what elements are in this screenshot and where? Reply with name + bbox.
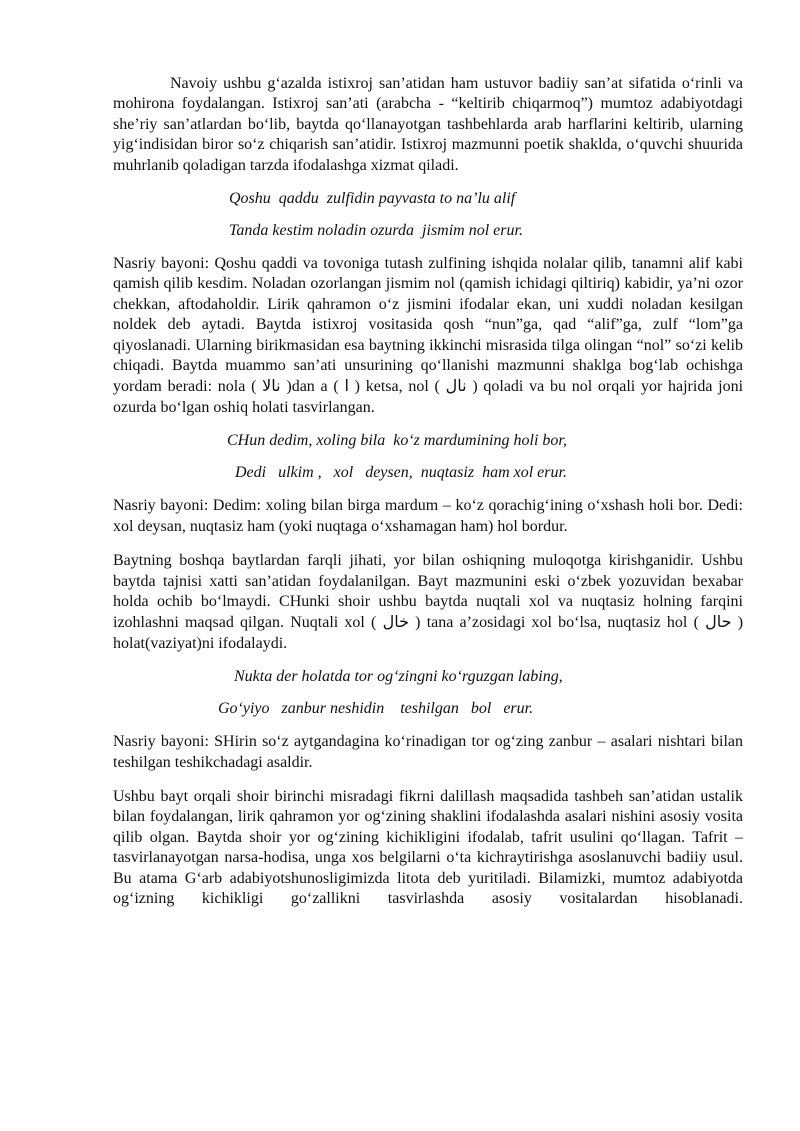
document-page xyxy=(113,74,743,909)
prose-paraphrase-1 xyxy=(113,254,743,418)
arabic-alif: ا xyxy=(344,376,349,396)
analysis-text-b: ) tana a’zosidagi xol bo‘lsa, nuqtasiz hol ( xyxy=(415,614,699,632)
arabic-xol: خال xyxy=(382,612,409,632)
closing-paragraph: Ushbu bayt orqali shoir birinchi misradagi fikrni dalillash maqsadida tashbeh san’atidan ustalik bilan foydalangan, lirik qahramon yor og‘zining shaklini ifodalashda asalari nishini asosiy vosita qilib olgan. Baytda shoir yor og‘zining kichikligini ifodalab, tafrit usulini qo‘llagan. Tafrit – tasvirlanayotgan narsa-hodisa, unga xos belgilarni o‘ta kichraytirishga asoslanuvchi badiiy usul. Bu atama G‘arb adabiyotshunosligimizda litota deb yuritiladi. Bilamizki, mumtoz adabiyotda og‘izning kichikligi go‘zallikni tasvirlashda asosiy vositalardan hisoblanadi. xyxy=(113,787,743,907)
prose-1-text-a: Nasriy bayoni: Qoshu qaddi va tovoniga tutash zulfining ishqida nolalar qilib, tanamni alif kabi qamish qilib kesdim. Noladan ozorlangan jismim nol (qamish ichidagi qiltiriq) kabidir, ya’ni ozor chekkan, aftodaholdir. Lirik qahramon o‘z jismini ifodalar ekan, uni xuddi noladan kesilgan noldek deb aytadi. Baytda istixroj vositasida qosh “nun”ga, qad “alif”ga, zulf “lom”ga qiyoslanadi. Ularning birikmasidan esa baytning ikkinchi misrasida tilga olingan “nol” so‘zi kelib chiqadi. Baytda muammo san’ati unsurining qo‘llanishi mazmunni shaklga bog‘lab ochishga yordam beradi: nola ( xyxy=(113,255,743,396)
verse-line-1: Qoshu qaddu zulfidin payvasta to na’lu alif xyxy=(229,190,516,208)
verse-line-5: Nukta der holatda tor og‘zingni ko‘rguzgan labing, xyxy=(234,668,563,686)
prose-1-text-c: ) ketsa, nol ( xyxy=(354,378,440,396)
prose-1-text-b: )dan a ( xyxy=(286,378,339,396)
analysis-text-a: Baytning boshqa baytlardan farqli jihati, yor bilan oshiqning muloqotga kirishganidir. Ushbu baytda tajnisi xatti san’atidan foydalanilgan. Bayt mazmunini eski o‘zbek yozuvidan bexabar holda ochib bo‘lmaydi. CHunki shoir ushbu baytda nuqtali xol va nuqtasiz holning farqini izohlashni maqsad qilgan. Nuqtali xol ( xyxy=(113,552,743,632)
verse-line-6: Go‘yiyo zanbur neshidin teshilgan bol erur. xyxy=(218,700,534,718)
prose-1-text-d: ) qoladi va bu nol orqali yor hajrida joni ozurda bo‘lgan oshiq holati tasvirlangan. xyxy=(113,378,744,416)
arabic-nol: نال xyxy=(445,376,467,396)
intro-paragraph: Navoiy ushbu g‘azalda istixroj san’atidan ham ustuvor badiiy san’at sifatida o‘rinli va mohirona foydalangan. Istixroj san’ati (arabcha - “keltirib chiqarmoq”) mumtoz adabiyotdagi she’riy san’atlardan bo‘lib, baytda qo‘llanayotgan tashbehlarda arab harflarini keltirib, ularning yig‘indisidan biror so‘z chiqarish san’atidir. Istixroj mazmunni poetik shaklda, o‘quvchi shuurida muhrlanib qoladigan tarzda ifodalashga xizmat qiladi. xyxy=(113,75,743,174)
arabic-hol: حال xyxy=(705,612,732,632)
prose-paraphrase-2: Nasriy bayoni: Dedim: xoling bilan birga mardum – ko‘z qorachig‘ining o‘xshash holi bor. Dedi: xol deysan, nuqtasiz ham (yoki nuqtaga o‘xshamagan ham) hol bordur. xyxy=(113,497,743,535)
verse-line-4: Dedi ulkim , xol deysen, nuqtasiz ham xol erur. xyxy=(235,464,567,482)
analysis-paragraph xyxy=(113,551,743,654)
prose-paraphrase-3: Nasriy bayoni: SHirin so‘z aytgandagina ko‘rinadigan tor og‘zing zanbur – asalari nishtari bilan teshilgan teshikchadagi asaldir. xyxy=(113,733,743,771)
verse-line-3: CHun dedim, xoling bila ko‘z mardumining holi bor, xyxy=(227,432,567,450)
verse-line-2: Tanda kestim noladin ozurda jismim nol erur. xyxy=(229,222,523,240)
analysis-text-c: ) holat(vaziyat)ni ifodalaydi. xyxy=(113,614,744,652)
arabic-nola: نالا xyxy=(262,376,281,396)
